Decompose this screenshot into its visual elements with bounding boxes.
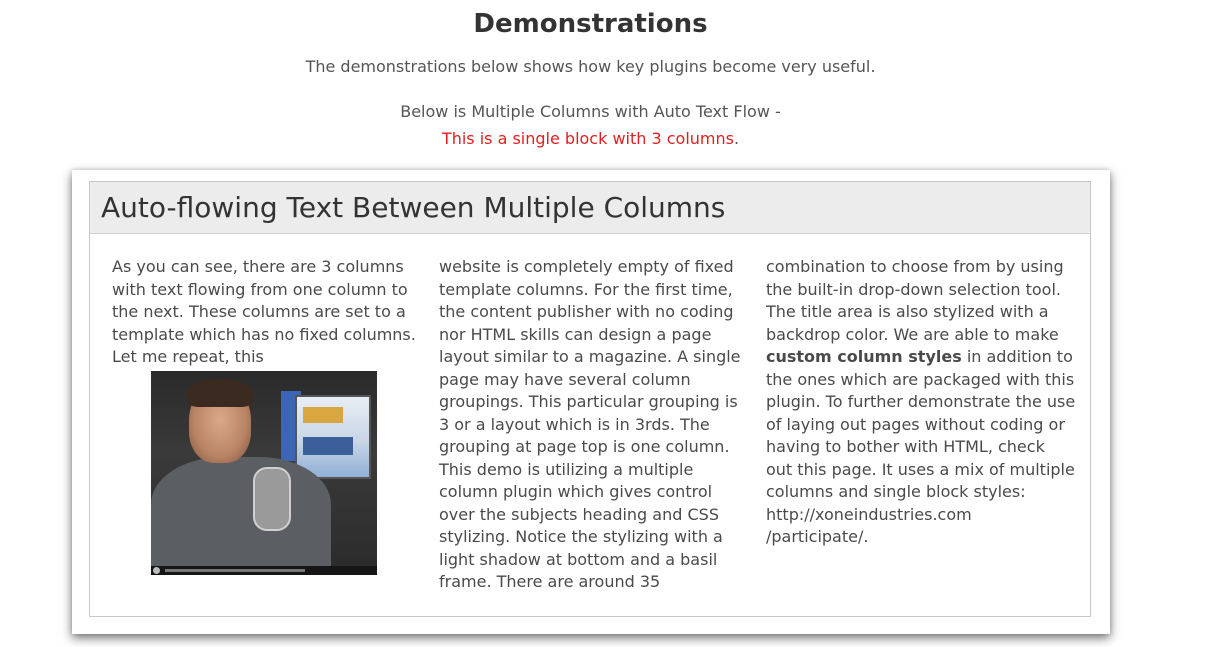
column-1-text: As you can see, there are 3 columns with text flowing from one column to the next. These columns are set to a template which has no fixed columns. Let me repeat, this	[112, 257, 416, 366]
url-line-2: /participate/.	[766, 527, 869, 546]
custom-column-styles-bold: custom column styles	[766, 347, 962, 366]
column-3-text-a: combination to choose from by using the built-in drop-down selection tool. The title area is also stylized with a backdrop color. We are able to make	[766, 257, 1064, 344]
video-thumbnail[interactable]	[151, 371, 377, 575]
microphone-icon	[253, 467, 291, 531]
page-title: Demonstrations	[473, 9, 708, 39]
screen-highlight	[303, 407, 343, 423]
red-note-period: .	[733, 129, 740, 148]
column-2-text: website is completely empty of fixed template columns. For the first time, the content publisher with no coding nor HTML skills can design a page layout similar to a magazine. A single page may have several column groupings. This particular grouping is 3 or a layout which is in 3rds. The grouping at page top is one column. This demo is utilizing a multiple column plugin which gives control over the subjects heading and CSS stylizing. Notice the stylizing with a light shadow at bottom and a basil frame. There are around 35	[439, 257, 741, 591]
red-note: This is a single block with 3 columns	[441, 129, 734, 148]
column-1	[112, 256, 422, 575]
column-block-title-bar	[90, 182, 1090, 234]
play-icon[interactable]	[153, 567, 160, 574]
column-3-text-b: in addition to the ones which are packaged with this plugin. To further demonstrate the use of laying out pages without coding or having to bother with HTML, check out this page. It uses a mix of multiple columns and single block styles:	[766, 347, 1076, 501]
subintro	[0, 98, 1181, 152]
column-3-text	[766, 256, 1076, 504]
video-presenter-body	[151, 457, 331, 575]
video-presenter-hair	[187, 379, 253, 407]
column-block-title: Auto-flowing Text Between Multiple Columns	[101, 191, 726, 224]
column-block-frame	[89, 181, 1091, 617]
subintro-line: Below is Multiple Columns with Auto Text Flow -	[400, 102, 781, 121]
screen-image	[303, 437, 353, 455]
participate-url	[766, 504, 1076, 549]
intro-text: The demonstrations below shows how key plugins become very useful.	[305, 57, 876, 76]
video-monitor-screen	[295, 395, 371, 479]
video-control-bar[interactable]	[151, 566, 377, 575]
video-progress-bar[interactable]	[165, 569, 305, 572]
column-2	[439, 256, 744, 594]
subintro-red-line	[0, 125, 1181, 152]
column-3	[766, 256, 1076, 549]
column-block-shadow-box	[72, 170, 1110, 634]
url-line-1: http://xoneindustries.com	[766, 504, 972, 524]
